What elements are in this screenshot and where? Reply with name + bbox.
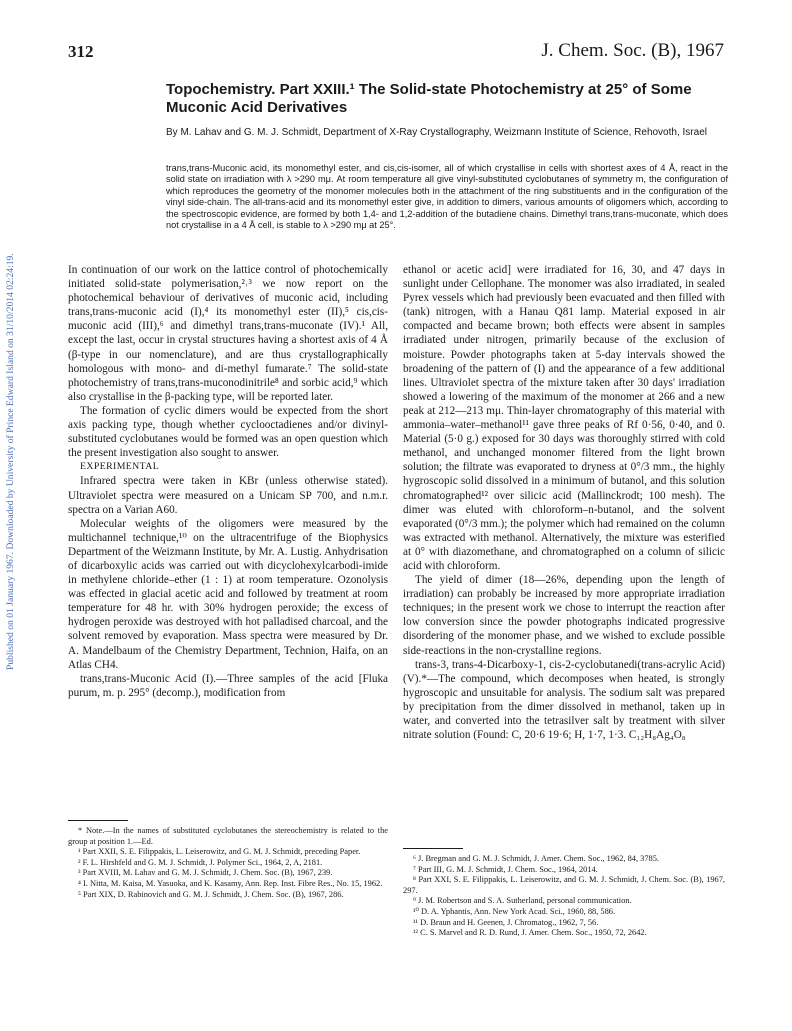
footnote: ¹¹ D. Braun and H. Geenen, J. Chromatog., 1962, 7, 56.	[413, 917, 599, 927]
footnote: ⁴ I. Nitta, M. Kaisa, M. Yasuoka, and K. Kasamy, Ann. Rep. Inst. Fibre Res., No. 15, 1962.	[78, 878, 383, 888]
page-number: 312	[68, 42, 94, 61]
footnote-divider-left	[68, 820, 128, 821]
article-authors: By M. Lahav and G. M. J. Schmidt, Department of X-Ray Crystallography, Weizmann Institute of Science, Rehovoth, Israel	[166, 127, 707, 138]
footnote: ⁸ Part XXI, S. E. Filippakis, L. Leiserowitz, and G. M. J. Schmidt, J. Chem. Soc. (B), 1967, 297.	[403, 875, 725, 895]
footnotes-right	[403, 854, 725, 939]
footnote: ² F. L. Hirshfeld and G. M. J. Schmidt, J. Polymer Sci., 1964, 2, A, 2181.	[78, 857, 323, 867]
download-notice-link[interactable]: Published on 01 January 1967. Downloaded by University of Prince Edward Island on 31/10/2014 02:24:19.	[5, 253, 16, 670]
footnote: ¹⁰ D. A. Yphantis, Ann. New York Acad. Sci., 1960, 88, 586.	[413, 906, 616, 916]
footnote: ¹ Part XXII, S. E. Filippakis, L. Leiserowitz, and G. M. J. Schmidt, preceding Paper.	[78, 847, 361, 857]
experimental-paragraph-2: Molecular weights of the oligomers were measured by the multichannel technique,¹⁰ on the ultracentrifuge of the Biophysics Department of the Weizmann Institute, by Mr. A. Lustig. Anhydrisation of dicarboxylic acids was carried out with dicyclohexylcarbodi-imide in methylene chloride–ether (1 : 1) at room temperature. Ozonolysis was effected in glacial acetic acid and followed by treatment at room temperature for 48 hr. with 30% hydrogen peroxide; the excess of hydrogen peroxide was destroyed with hot palladised charcoal, and the solvent removed by evaporation. Mass spectra were measured by Dr. A. Mandelbaum of the Chemistry Department, Technion, Haifa, on an Atlas CH4.	[68, 517, 388, 671]
intro-paragraph-1: In continuation of our work on the lattice control of photochemically initiated solid-state polymerisation,²˒³ we now report on the photochemical behaviour of derivatives of muconic acid, including trans,trans-muconic acid (I),⁴ its monomethyl ester (II),⁵ cis,cis-muconic acid (III),⁶ and dimethyl trans,trans-muconate (IV).¹ All, except the last, occur in crystal structures having a shortest axis of 4 Å (β-type in our nomenclature), and are thus crystallographically homologous with mono- and di-methyl fumarate.⁷ The solid-state photochemistry of trans,trans-muconodinitrile⁸ and sorbic acid,⁹ which also crystallise in the β-packing type, will be reported later.	[68, 264, 388, 403]
right-column	[403, 263, 725, 742]
footnote: ⁹ J. M. Robertson and S. A. Sutherland, personal communication.	[413, 896, 632, 906]
footnote: ³ Part XVIII, M. Lahav and G. M. J. Schmidt, J. Chem. Soc. (B), 1967, 239.	[78, 868, 333, 878]
journal-running-header: J. Chem. Soc. (B), 1967	[541, 40, 724, 61]
experimental-paragraph-3: trans,trans-Muconic Acid (I).—Three samples of the acid [Fluka purum, m. p. 295° (decomp.), modification from	[68, 672, 388, 699]
footnote: ¹² C. S. Marvel and R. D. Rund, J. Amer. Chem. Soc., 1950, 72, 2642.	[413, 928, 647, 938]
footnote: ⁷ Part III, G. M. J. Schmidt, J. Chem. Soc., 1964, 2014.	[413, 864, 598, 874]
footnote-divider-right	[403, 848, 463, 849]
section-heading-experimental: EXPERIMENTAL	[80, 461, 160, 473]
footnote: ⁶ J. Bregman and G. M. J. Schmidt, J. Amer. Chem. Soc., 1962, 84, 3785.	[413, 854, 660, 863]
right-paragraph-3: trans-3, trans-4-Dicarboxy-1, cis-2-cyclobutanedi(trans-acrylic Acid) (V).*—The compound, which decomposes when heated, is strongly hygroscopic and unsuitable for analysis. The sodium salt was prepared by precipitation from the dimer dissolved in methanol, taken up in water, and converted into the tetrasilver salt by treatment with silver nitrate solution (Found: C, 20·6 19·6; H, 1·7, 1·3. C₁₂H₈Ag₄O₈	[403, 658, 725, 742]
right-paragraph-1: ethanol or acetic acid] were irradiated for 16, 30, and 47 days in sunlight under Cellophane. The monomer was also irradiated, in sealed Pyrex vessels which had previously been evacuated and then filled with (tank) nitrogen, with a Hanau Q81 lamp. Material exposed in air compacted and became brown; both effects were absent in samples irradiated under nitrogen, primarily because of the exclusion of moisture. Powder photographs taken at 5-day intervals showed the broadening of the pattern of (I) and the appearance of a few additional lines. Ultraviolet spectra of the mixture taken after 30 days' irradiation showed a lowering of the maximum of the monomer at 266 and a new peak at 212—213 mμ. Thin-layer chromatography of this material with ammonia–water–methanol¹¹ gave three peaks of Rf 0·56, 0·40, and 0. Material (5·0 g.) exposed for 30 days was thoroughly stirred with cold methanol, and unchanged monomer filtered from the light brown solution; the filtrate was evaporated to dryness at 0°/3 mm., the highly hygroscopic solid dissolved in a minimum of butanol, and this solution chromatographed¹² over silicic acid (Mallinckrodt; 100 mesh). The dimer was eluted with chloroform–n-butanol, and the solvent evaporated (0°/3 mm.); the polymer which had remained on the column was extracted with methanol. Alternatively, the mixture was esterified at 0° with diazomethane, and chromatographed on a column of silicic acid with chloroform.	[403, 264, 725, 572]
footnote: * Note.—In the names of substituted cyclobutanes the stereochemistry is related to the group at position 1.—Ed.	[68, 826, 388, 846]
footnote: ⁵ Part XIX, D. Rabinovich and G. M. J. Schmidt, J. Chem. Soc. (B), 1967, 286.	[78, 889, 344, 899]
experimental-paragraph-1: Infrared spectra were taken in KBr (unless otherwise stated). Ultraviolet spectra were measured on a Unicam SP 700, and n.m.r. spectra on a Varian A60.	[68, 475, 388, 516]
article-title: Topochemistry. Part XXIII.¹ The Solid-state Photochemistry at 25° of Some Muconic Acid Derivatives	[166, 81, 692, 116]
article-abstract: trans,trans-Muconic acid, its monomethyl ester, and cis,cis-isomer, all of which crystallise in cells with shortest axes of 4 Å, react in the solid state on irradiation with λ >290 mμ. At room temperature all give vinyl-substituted cyclobutanes of symmetry m, the configuration of which reproduces the geometry of the monomer molecules both in the attachment of the ring substituents and in the configuration of the vinyl side-chain. The all-trans-acid and its monomethyl ester give, in addition to dimers, various amounts of oligomers which, according to the spectroscopic evidence, are formed by both 1,4- and 1,2-addition of the butadiene chains. Dimethyl trans,trans-muconate, which does not crystallise in a 4 Å cell, is stable to λ >290 mμ at 25°.	[166, 163, 728, 231]
left-column	[68, 263, 388, 700]
right-paragraph-2: The yield of dimer (18—26%, depending upon the length of irradiation) can probably be increased by more appropriate irradiation techniques; in the present work we chose to interrupt the reaction after low conversion since the powder photographs indicated progressive disordering of the monomer phase, and we wished to exclude possible side-reactions in the non-crystalline regions.	[403, 574, 725, 657]
intro-paragraph-2: The formation of cyclic dimers would be expected from the short axis packing type, though whether cyclooctadienes and/or divinyl-substituted cyclobutanes would be formed was an open question which the present investigation also sought to answer.	[68, 404, 388, 460]
footnotes-left	[68, 826, 388, 900]
